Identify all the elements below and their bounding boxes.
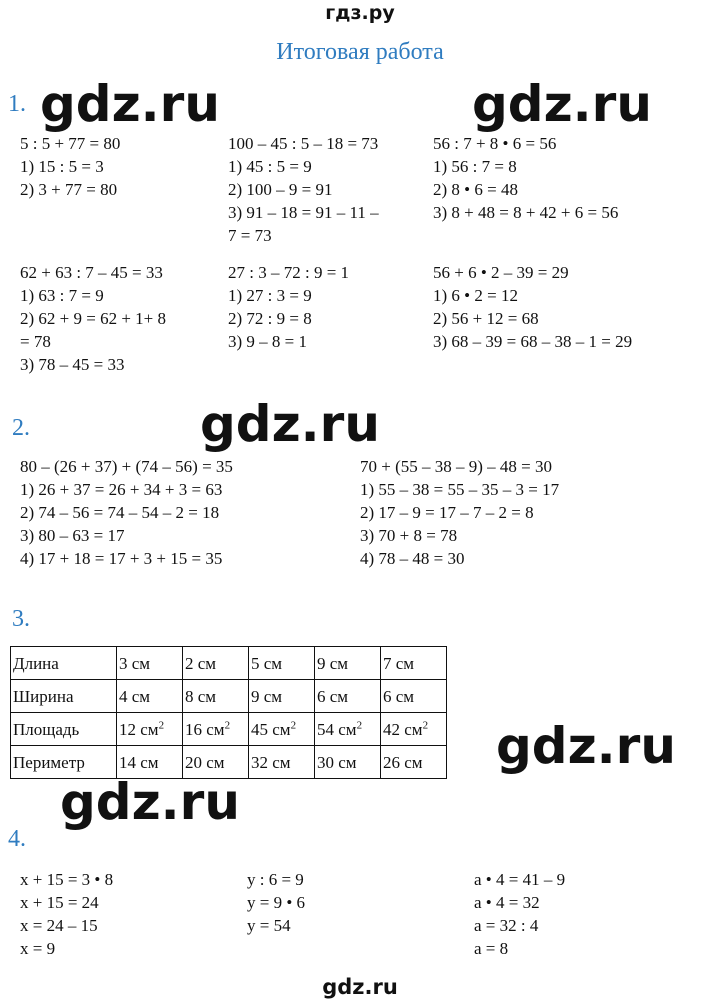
cell-value: 42 см xyxy=(383,719,423,739)
solution-line: = 78 xyxy=(20,332,51,351)
solution-line: 62 + 63 : 7 – 45 = 33 xyxy=(20,263,163,282)
solution-line: 3) 8 + 48 = 8 + 42 + 6 = 56 xyxy=(433,203,619,222)
cell-value: 12 см xyxy=(119,719,159,739)
solution-line: 1) 55 – 38 = 55 – 35 – 3 = 17 xyxy=(360,480,560,499)
task3-number: 3. xyxy=(12,606,30,632)
table-cell xyxy=(315,713,381,746)
solution-line: 4) 17 + 18 = 17 + 3 + 15 = 35 xyxy=(20,549,223,568)
solution-line: 1) 63 : 7 = 9 xyxy=(20,286,104,305)
solution-line: 7 = 73 xyxy=(228,226,272,245)
solution-line: 3) 80 – 63 = 17 xyxy=(20,526,125,545)
solution-line: a = 32 : 4 xyxy=(474,916,539,935)
solution-line: 2) 74 – 56 = 74 – 54 – 2 = 18 xyxy=(20,503,220,522)
table-cell: 6 см xyxy=(315,680,381,713)
task1-block-3 xyxy=(433,132,618,224)
watermark: gdz.ru xyxy=(60,773,240,831)
solution-line: 1) 45 : 5 = 9 xyxy=(228,157,312,176)
solution-line: 1) 26 + 37 = 26 + 34 + 3 = 63 xyxy=(20,480,223,499)
table-cell xyxy=(183,713,249,746)
solution-line: y = 54 xyxy=(247,916,291,935)
task4-number: 4. xyxy=(8,826,26,852)
table-cell xyxy=(249,713,315,746)
solution-line: 1) 27 : 3 = 9 xyxy=(228,286,312,305)
row-label: Периметр xyxy=(11,746,117,779)
table-cell: 3 см xyxy=(117,647,183,680)
table-cell: 7 см xyxy=(381,647,447,680)
solution-line: 1) 56 : 7 = 8 xyxy=(433,157,517,176)
solution-line: 3) 70 + 8 = 78 xyxy=(360,526,458,545)
cell-value: 16 см xyxy=(185,719,225,739)
solution-line: 2) 62 + 9 = 62 + 1+ 8 xyxy=(20,309,167,328)
solution-line: 3) 78 – 45 = 33 xyxy=(20,355,125,374)
solution-line: a • 4 = 32 xyxy=(474,893,540,912)
solution-line: 56 + 6 • 2 – 39 = 29 xyxy=(433,263,569,282)
table-cell: 5 см xyxy=(249,647,315,680)
task1-block-2 xyxy=(228,132,379,247)
solution-line: 56 : 7 + 8 • 6 = 56 xyxy=(433,134,557,153)
task4-block-3 xyxy=(474,868,565,960)
table-cell: 32 см xyxy=(249,746,315,779)
solution-line: 3) 68 – 39 = 68 – 38 – 1 = 29 xyxy=(433,332,633,351)
table-cell xyxy=(117,713,183,746)
solution-line: a = 8 xyxy=(474,939,509,958)
task1-block-6 xyxy=(433,261,632,353)
table-cell: 9 см xyxy=(249,680,315,713)
solution-line: 2) 100 – 9 = 91 xyxy=(228,180,333,199)
solution-line: x + 15 = 3 • 8 xyxy=(20,870,114,889)
solution-line: x + 15 = 24 xyxy=(20,893,99,912)
solution-line: y = 9 • 6 xyxy=(247,893,306,912)
solution-line: y : 6 = 9 xyxy=(247,870,304,889)
table-cell: 9 см xyxy=(315,647,381,680)
solution-line: 2) 8 • 6 = 48 xyxy=(433,180,518,199)
solution-line: 2) 17 – 9 = 17 – 7 – 2 = 8 xyxy=(360,503,534,522)
unit-sup: 2 xyxy=(290,718,297,731)
task2-number: 2. xyxy=(12,415,30,441)
watermark-footer: gdz.ru xyxy=(322,975,398,999)
solution-line: x = 9 xyxy=(20,939,56,958)
unit-sup: 2 xyxy=(224,718,231,731)
task4-block-2 xyxy=(247,868,305,937)
table-cell: 26 см xyxy=(381,746,447,779)
unit-sup: 2 xyxy=(422,718,429,731)
cell-value: 45 см xyxy=(251,719,291,739)
solution-line: a • 4 = 41 – 9 xyxy=(474,870,566,889)
solution-line: 2) 56 + 12 = 68 xyxy=(433,309,539,328)
table-cell: 20 см xyxy=(183,746,249,779)
table-cell: 4 см xyxy=(117,680,183,713)
table-cell: 6 см xyxy=(381,680,447,713)
task1-block-4 xyxy=(20,261,166,376)
cell-value: 54 см xyxy=(317,719,357,739)
table-cell: 14 см xyxy=(117,746,183,779)
solution-line: x = 24 – 15 xyxy=(20,916,98,935)
unit-sup: 2 xyxy=(356,718,363,731)
solution-line: 3) 91 – 18 = 91 – 11 – xyxy=(228,203,379,222)
row-label: Ширина xyxy=(11,680,117,713)
table-cell: 8 см xyxy=(183,680,249,713)
solution-line: 80 – (26 + 37) + (74 – 56) = 35 xyxy=(20,457,233,476)
task2-block-2 xyxy=(360,455,559,570)
watermark: gdz.ru xyxy=(472,75,652,133)
task2-block-1 xyxy=(20,455,233,570)
unit-sup: 2 xyxy=(158,718,165,731)
solution-line: 2) 3 + 77 = 80 xyxy=(20,180,118,199)
table-row xyxy=(11,713,447,746)
site-header: гдз.ру xyxy=(325,2,395,24)
task1-number: 1. xyxy=(8,91,26,117)
solution-line: 70 + (55 – 38 – 9) – 48 = 30 xyxy=(360,457,552,476)
solution-line: 27 : 3 – 72 : 9 = 1 xyxy=(228,263,350,282)
watermark: gdz.ru xyxy=(40,75,220,133)
table-row xyxy=(11,647,447,680)
solution-line: 3) 9 – 8 = 1 xyxy=(228,332,307,351)
table-cell: 30 см xyxy=(315,746,381,779)
table-cell xyxy=(381,713,447,746)
watermark: gdz.ru xyxy=(496,717,676,775)
task1-block-5 xyxy=(228,261,349,353)
solution-line: 5 : 5 + 77 = 80 xyxy=(20,134,121,153)
watermark: gdz.ru xyxy=(200,395,380,453)
solution-line: 1) 15 : 5 = 3 xyxy=(20,157,104,176)
row-label: Площадь xyxy=(11,713,117,746)
table-row xyxy=(11,680,447,713)
solution-line: 1) 6 • 2 = 12 xyxy=(433,286,518,305)
solution-line: 4) 78 – 48 = 30 xyxy=(360,549,465,568)
task4-block-1 xyxy=(20,868,113,960)
solution-line: 2) 72 : 9 = 8 xyxy=(228,309,312,328)
solution-line: 100 – 45 : 5 – 18 = 73 xyxy=(228,134,379,153)
task1-block-1 xyxy=(20,132,120,201)
dimensions-table xyxy=(10,646,447,779)
page-title: Итоговая работа xyxy=(276,39,444,65)
table-cell: 2 см xyxy=(183,647,249,680)
row-label: Длина xyxy=(11,647,117,680)
